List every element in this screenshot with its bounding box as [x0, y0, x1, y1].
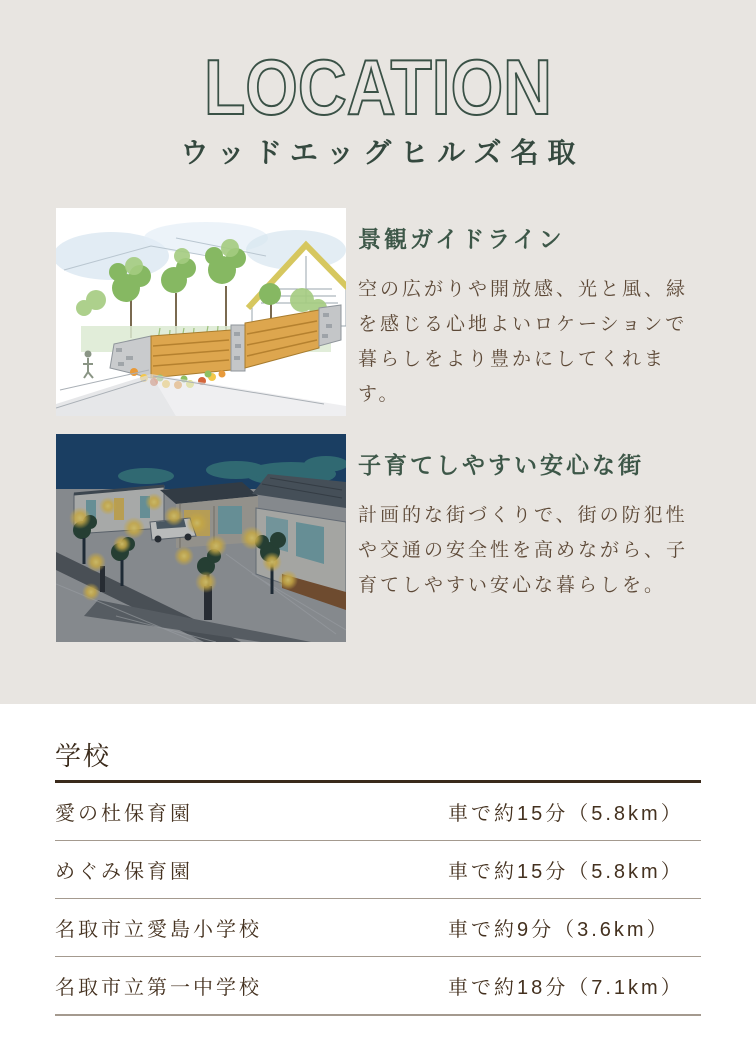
school-row — [55, 841, 701, 899]
page-subtitle: ウッドエッグヒルズ名取 — [180, 137, 585, 168]
school-name: 名取市立愛島小学校 — [55, 919, 262, 941]
daytime-streetscape-illustration — [56, 208, 346, 416]
school-distance: 車で約18分（7.1km） — [448, 977, 684, 999]
night-streetscape-illustration — [56, 434, 346, 642]
school-name: 愛の杜保育園 — [55, 803, 193, 825]
school-distance: 車で約15分（5.8km） — [448, 803, 684, 825]
feature-heading: 景観ガイドライン — [358, 226, 565, 252]
feature-safe-town — [0, 434, 756, 642]
school-row — [55, 783, 701, 841]
school-name: 名取市立第一中学校 — [55, 977, 262, 999]
school-distance: 車で約9分（3.6km） — [448, 919, 670, 941]
feature-landscape-guideline — [0, 208, 756, 416]
feature-body: 空の広がりや開放感、光と風、緑を感じる心地よいロケーションで暮らしをより豊かにしてくれます。 — [358, 279, 689, 405]
school-row — [55, 899, 701, 957]
feature-text-block — [358, 434, 700, 603]
school-name: めぐみ保育園 — [55, 861, 193, 883]
schools-section — [0, 704, 756, 1016]
feature-text-block — [358, 208, 700, 412]
location-title-graphic — [0, 44, 756, 120]
school-distance: 車で約15分（5.8km） — [448, 861, 684, 883]
schools-heading: 学校 — [55, 741, 112, 771]
feature-heading: 子育てしやすい安心な街 — [358, 452, 644, 478]
feature-body: 計画的な街づくりで、街の防犯性や交通の安全性を高めながら、子育てしやすい安心な暮らしを。 — [358, 505, 689, 596]
school-row — [55, 957, 701, 1016]
page-title: LOCATION — [204, 44, 552, 120]
